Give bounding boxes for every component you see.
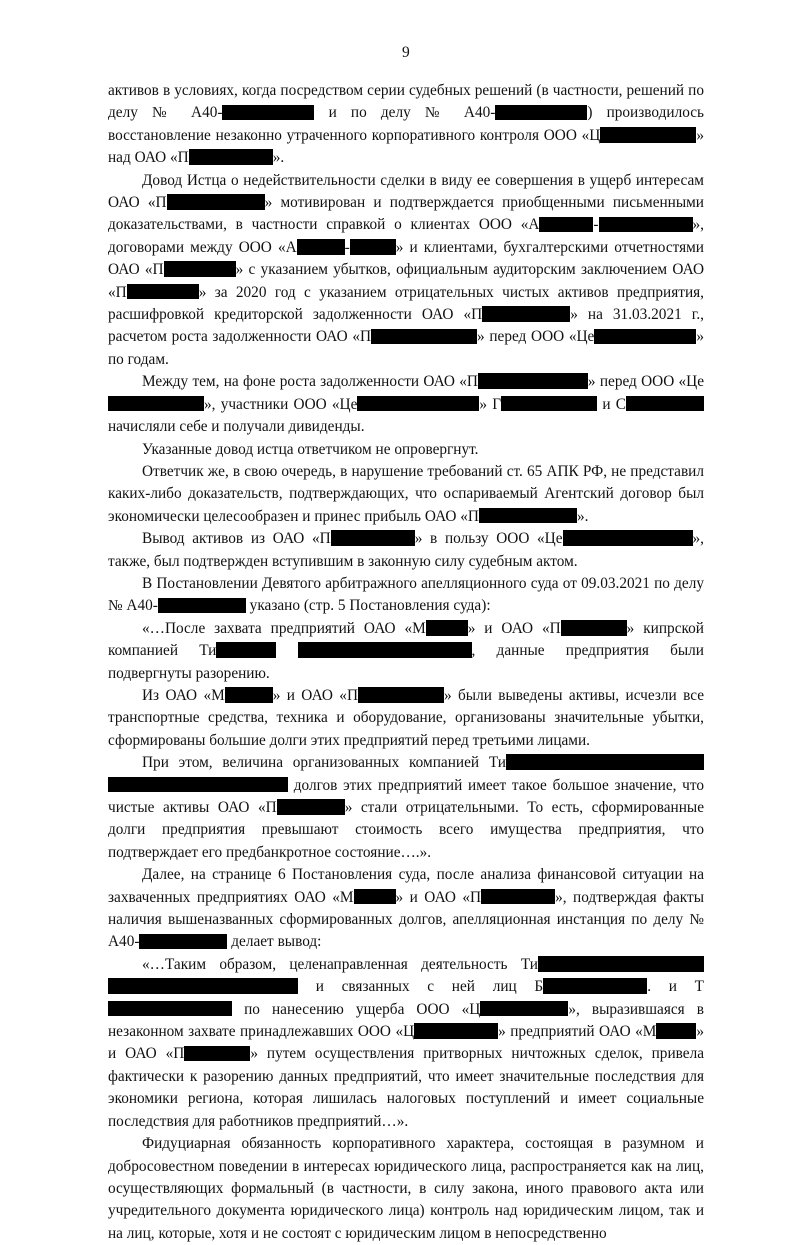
redaction-bar <box>561 620 627 636</box>
redaction-bar <box>482 306 570 322</box>
redaction-bar <box>371 329 477 345</box>
paragraph: При этом, величина организованных компанией Ти долгов этих предприятий имеет такое большое значение, что чистые активы ОАО «П » стали отрицательными. То есть, сформированные долги предприятия превышают стоимость всего имущества предприятия, что подтверждает его предбанкротное состояние….». <box>108 754 704 861</box>
redaction-bar <box>222 105 314 121</box>
redaction-bar <box>354 889 396 905</box>
redaction-bar <box>538 956 704 972</box>
redaction-bar <box>225 687 273 703</box>
paragraph: Ответчик же, в свою очередь, в нарушение требований ст. 65 АПК РФ, не представил каких-либо доказательств, подтверждающих, что оспариваемый Агентский договор был экономически целесообразен и принес прибыль ОАО «П ». <box>108 462 704 525</box>
redaction-bar <box>189 149 273 165</box>
paragraph: Указанные довод истца ответчиком не опровергнут. <box>142 440 479 458</box>
redaction-bar <box>563 530 693 546</box>
redaction-bar <box>506 754 704 770</box>
redaction-bar <box>216 642 276 658</box>
redaction-bar <box>350 239 396 255</box>
paragraph: активов в условиях, когда посредством серии судебных решений (в частности, решений по делу № А40- и по делу № А40- ) производилось восстановление незаконно утраченного корпоративного контроля ООО «Ц » над ОАО «П ». <box>108 82 705 167</box>
redaction-bar <box>543 978 647 994</box>
document-body <box>108 80 704 1245</box>
redaction-bar <box>656 1023 696 1039</box>
redaction-bar <box>414 1023 498 1039</box>
redaction-bar <box>297 239 345 255</box>
redaction-bar <box>298 642 472 658</box>
redaction-bar <box>184 1046 250 1062</box>
redaction-bar <box>331 530 415 546</box>
paragraph: Между тем, на фоне роста задолженности ОАО «П » перед ООО «Це», участники ООО «Це » Г и С начисляли себе и получали дивиденды. <box>108 373 704 436</box>
redaction-bar <box>108 978 298 994</box>
redaction-bar <box>426 620 468 636</box>
redaction-bar <box>539 217 593 233</box>
redaction-bar <box>158 598 246 614</box>
redaction-bar <box>594 329 696 345</box>
redaction-bar <box>108 777 288 793</box>
paragraph: «…Таким образом, целенаправленная деятельность Ти и связанных с ней лиц Б . и Т по нанесению ущерба ООО «Ц », выразившаяся в незаконном захвате принадлежавших ООО «Ц » предприятий ОАО «М » и ОАО «П » путем осуществления притворных ничтожных сделок, привела фактически к разорению данных предприятий, что имеет значительные последствия для экономики региона, которая лишилась налоговых поступлений и имеет социальные последствия для работников предприятий…». <box>108 955 704 1130</box>
paragraph: Фидуциарная обязанность корпоративного характера, состоящая в разумном и добросовестном поведении в интересах юридического лица, распространяется как на лиц, осуществляющих формальный (в частности, в силу закона, иного правового акта или учредительного документа юридического лица) контроль над юридическим лицом, так и на лиц, которые, хотя и не состоят с юридическим лицом в непосредственно <box>108 1135 704 1242</box>
redaction-bar <box>501 396 597 412</box>
redaction-bar <box>599 217 693 233</box>
paragraph: Из ОАО «М » и ОАО «П » были выведены активы, исчезли все транспортные средства, техника и оборудование, организованы значительные убытки, сформированы большие долги этих предприятий перед третьими лицами. <box>108 686 704 749</box>
redaction-bar <box>357 396 479 412</box>
redaction-bar <box>127 284 199 300</box>
redaction-bar <box>478 373 588 389</box>
redaction-bar <box>358 687 444 703</box>
paragraph: Довод Истца о недействительности сделки в виду ее совершения в ущерб интересам ОАО «П » мотивирован и подтверждается приобщенными письменными доказательствами, в частности справкой о клиентах ООО «А - », договорами между ООО «А - » и клиентами, бухгалтерскими отчетностями ОАО «П » с указанием убытков, официальным аудиторским заключением ОАО «П » за 2020 год с указанием отрицательных чистых активов предприятия, расшифровкой кредиторской задолженности ОАО «П » на 31.03.2021 г., расчетом роста задолженности ОАО «П » перед ООО «Це » по годам. <box>108 171 704 368</box>
paragraph: «…После захвата предприятий ОАО «М » и ОАО «П » кипрской компанией Ти , данные предприятия были подвергнуты разорению. <box>108 619 704 682</box>
page-number: 9 <box>402 44 410 61</box>
redaction-bar <box>277 799 345 815</box>
paragraph: Вывод активов из ОАО «П » в пользу ООО «Це », также, был подтвержден вступившим в законную силу судебным актом. <box>108 530 705 570</box>
redaction-bar <box>139 934 227 950</box>
redaction-bar <box>495 105 587 121</box>
paragraph: В Постановлении Девятого арбитражного апелляционного суда от 09.03.2021 по делу № А40- указано (стр. 5 Постановления суда): <box>108 574 704 615</box>
paragraph: Далее, на странице 6 Постановления суда, после анализа финансовой ситуации на захваченных предприятиях ОАО «М » и ОАО «П », подтверждая факты наличия вышеназванных сформированных долгов, апелляционная инстанция по делу № А40- делает вывод: <box>108 866 704 951</box>
redaction-bar <box>164 261 236 277</box>
redaction-bar <box>481 889 555 905</box>
redaction-bar <box>600 127 696 143</box>
redaction-bar <box>479 508 577 524</box>
redaction-bar <box>626 396 704 412</box>
redaction-bar <box>167 194 265 210</box>
redaction-bar <box>108 396 204 412</box>
redaction-bar <box>108 1001 232 1017</box>
redaction-bar <box>480 1001 568 1017</box>
